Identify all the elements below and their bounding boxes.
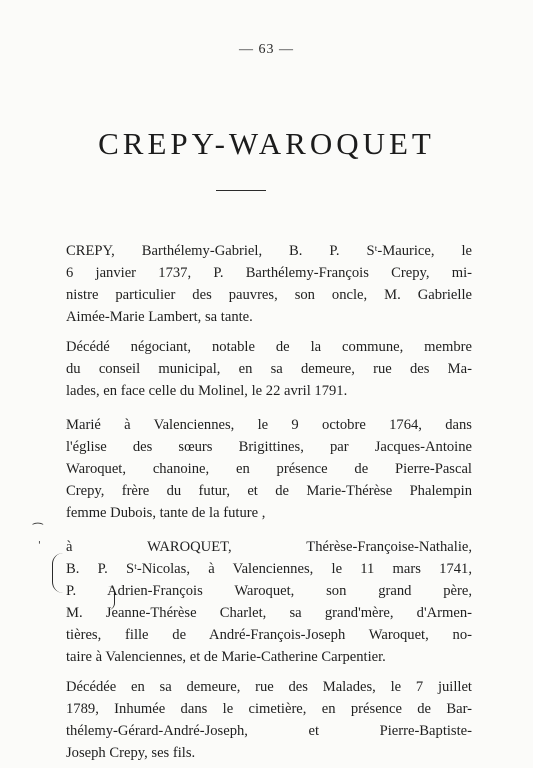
paragraph-spouse-death <box>66 676 472 764</box>
text-line: M. Jeanne-Thérèse Charlet, sa grand'mère, d'Armen- <box>66 605 472 621</box>
page-title: CREPY-WAROQUET <box>98 126 435 161</box>
text-line: femme Dubois, tante de la future , <box>66 505 266 521</box>
text-line: tières, fille de André-François-Joseph Waroquet, no- <box>66 627 472 643</box>
text-line: 1789, Inhumée dans le cimetière, en présence de Bar- <box>66 701 472 717</box>
text-line: Joseph Crepy, ses fils. <box>66 745 196 761</box>
text-line: Marié à Valenciennes, le 9 octobre 1764, dans <box>66 417 472 433</box>
paragraph-death <box>66 336 472 402</box>
text-line: CREPY, Barthélemy-Gabriel, B. P. Sᵗ-Maurice, le <box>66 243 472 259</box>
margin-dash-mark: ⁀ <box>33 523 43 537</box>
margin-tick-mark: ' <box>38 540 41 551</box>
text-line: B. P. Sᵗ-Nicolas, à Valenciennes, le 11 mars 1741, <box>66 561 472 577</box>
text-line: l'église des sœurs Brigittines, par Jacques-Antoine <box>66 439 472 455</box>
text-line: Waroquet, chanoine, en présence de Pierre-Pascal <box>66 461 472 477</box>
text-line: lades, en face celle du Molinel, le 22 avril 1791. <box>66 383 348 399</box>
text-line: du conseil municipal, en sa demeure, rue des Ma- <box>66 361 472 377</box>
title-divider <box>216 190 266 191</box>
text-line: Crepy, frère du futur, et de Marie-Thérèse Phalempin <box>66 483 472 499</box>
text-line: taire à Valenciennes, et de Marie-Catherine Carpentier. <box>66 649 386 665</box>
text-line: P. Adrien-François Waroquet, son grand père, <box>66 583 472 599</box>
page-number: — 63 — <box>239 42 294 57</box>
document-body <box>66 240 472 764</box>
text-line: 6 janvier 1737, P. Barthélemy-François Crepy, mi- <box>66 265 472 281</box>
text-line: Aimée-Marie Lambert, sa tante. <box>66 309 253 325</box>
text-line: nistre particulier des pauvres, son oncle, M. Gabrielle <box>66 287 472 303</box>
paragraph-spouse <box>66 536 472 668</box>
handwritten-bracket-open <box>52 553 63 593</box>
text-line: à WAROQUET, Thérèse-Françoise-Nathalie, <box>66 539 472 555</box>
paragraph-baptism <box>66 240 472 328</box>
text-line: Décédé négociant, notable de la commune, membre <box>66 339 472 355</box>
text-line: Décédée en sa demeure, rue des Malades, le 7 juillet <box>66 679 472 695</box>
paragraph-marriage <box>66 414 472 524</box>
text-line: thélemy-Gérard-André-Joseph, et Pierre-Baptiste- <box>66 723 472 739</box>
